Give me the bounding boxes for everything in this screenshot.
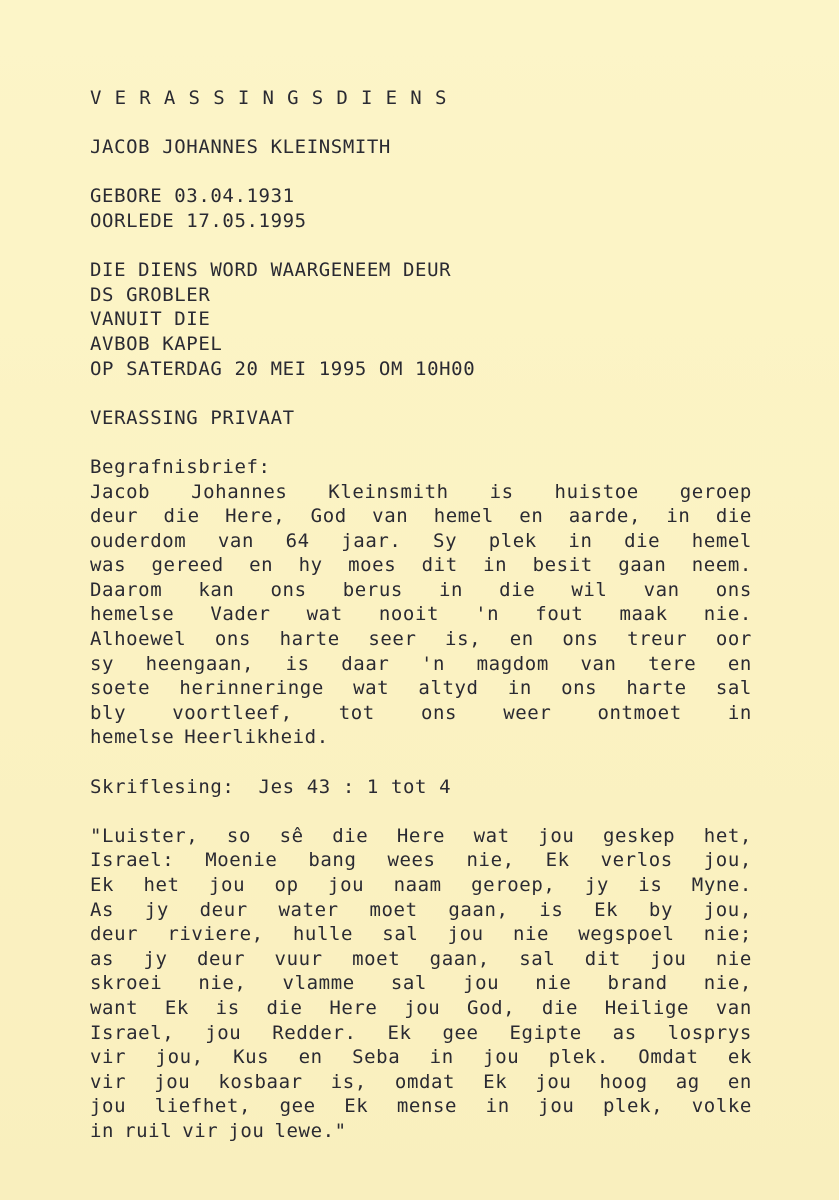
letter-line: deur die Here, God van hemel en aarde, in die xyxy=(90,505,752,528)
scripture-line: as jy deur vuur moet gaan, sal dit jou nie xyxy=(90,947,752,970)
letter-body xyxy=(90,480,760,751)
scripture-reference: Skriflesing: Jes 43 : 1 tot 4 xyxy=(90,775,452,798)
scripture-line: Ek het jou op jou naam geroep, jy is Myne. xyxy=(90,874,752,896)
death-date: OORLEDE 17.05.1995 xyxy=(90,209,307,232)
letter-line: was gereed en hy moes dit in besit gaan neem. xyxy=(90,554,752,577)
service-line: VANUIT DIE xyxy=(90,308,211,331)
scripture-line: jou liefhet, gee Ek mense in jou plek, volke xyxy=(90,1095,752,1118)
scripture-line: in ruil vir jou lewe." xyxy=(90,1119,347,1142)
scripture-line: As jy deur water moet gaan, is Ek by jou, xyxy=(90,898,752,921)
scripture-line: skroei nie, vlamme sal jou nie brand nie, xyxy=(90,972,752,995)
scripture-line: deur riviere, hulle sal jou nie wegspoel nie; xyxy=(90,923,752,946)
document-content xyxy=(90,86,760,1144)
letter-line: Alhoewel ons harte seer is, en ons treur oor xyxy=(90,628,752,651)
letter-line: hemelse Heerlikheid. xyxy=(90,726,329,749)
scripture-line: Israel: Moenie bang wees nie, Ek verlos jou, xyxy=(90,849,752,872)
service-minister: DS GROBLER xyxy=(90,283,211,306)
scripture-line: Israel, jou Redder. Ek gee Egipte as losprys xyxy=(90,1021,752,1044)
scripture-line: vir jou kosbaar is, omdat Ek jou hoog ag en xyxy=(90,1070,752,1093)
letter-line: ouderdom van 64 jaar. Sy plek in die hemel xyxy=(90,529,752,552)
scripture-text xyxy=(90,824,760,1144)
deceased-name: JACOB JOHANNES KLEINSMITH xyxy=(90,136,391,159)
letter-line: bly voortleef, tot ons weer ontmoet in xyxy=(90,701,752,724)
service-datetime: OP SATERDAG 20 MEI 1995 OM 10H00 xyxy=(90,357,476,380)
scripture-line: vir jou, Kus en Seba in jou plek. Omdat ek xyxy=(90,1046,752,1069)
service-line: DIE DIENS WORD WAARGENEEM DEUR xyxy=(90,259,452,282)
letter-line: Daarom kan ons berus in die wil van ons xyxy=(90,578,752,601)
letter-line: soete herinneringe wat altyd in ons harte sal xyxy=(90,677,752,700)
letter-line: Jacob Johannes Kleinsmith is huistoe geroep xyxy=(90,480,752,503)
birth-date: GEBORE 03.04.1931 xyxy=(90,185,295,208)
cremation-note: VERASSING PRIVAAT xyxy=(90,406,295,429)
scripture-line: "Luister, so sê die Here wat jou geskep het, xyxy=(90,824,752,847)
letter-line: hemelse Vader wat nooit 'n fout maak nie. xyxy=(90,603,752,626)
letter-line: sy heengaan, is daar 'n magdom van tere en xyxy=(90,652,752,675)
service-venue: AVBOB KAPEL xyxy=(90,332,223,355)
scripture-line: want Ek is die Here jou God, die Heilige van xyxy=(90,996,752,1019)
page-title: VERASSINGSDIENS xyxy=(90,87,460,109)
letter-label: Begrafnisbrief: xyxy=(90,455,271,478)
